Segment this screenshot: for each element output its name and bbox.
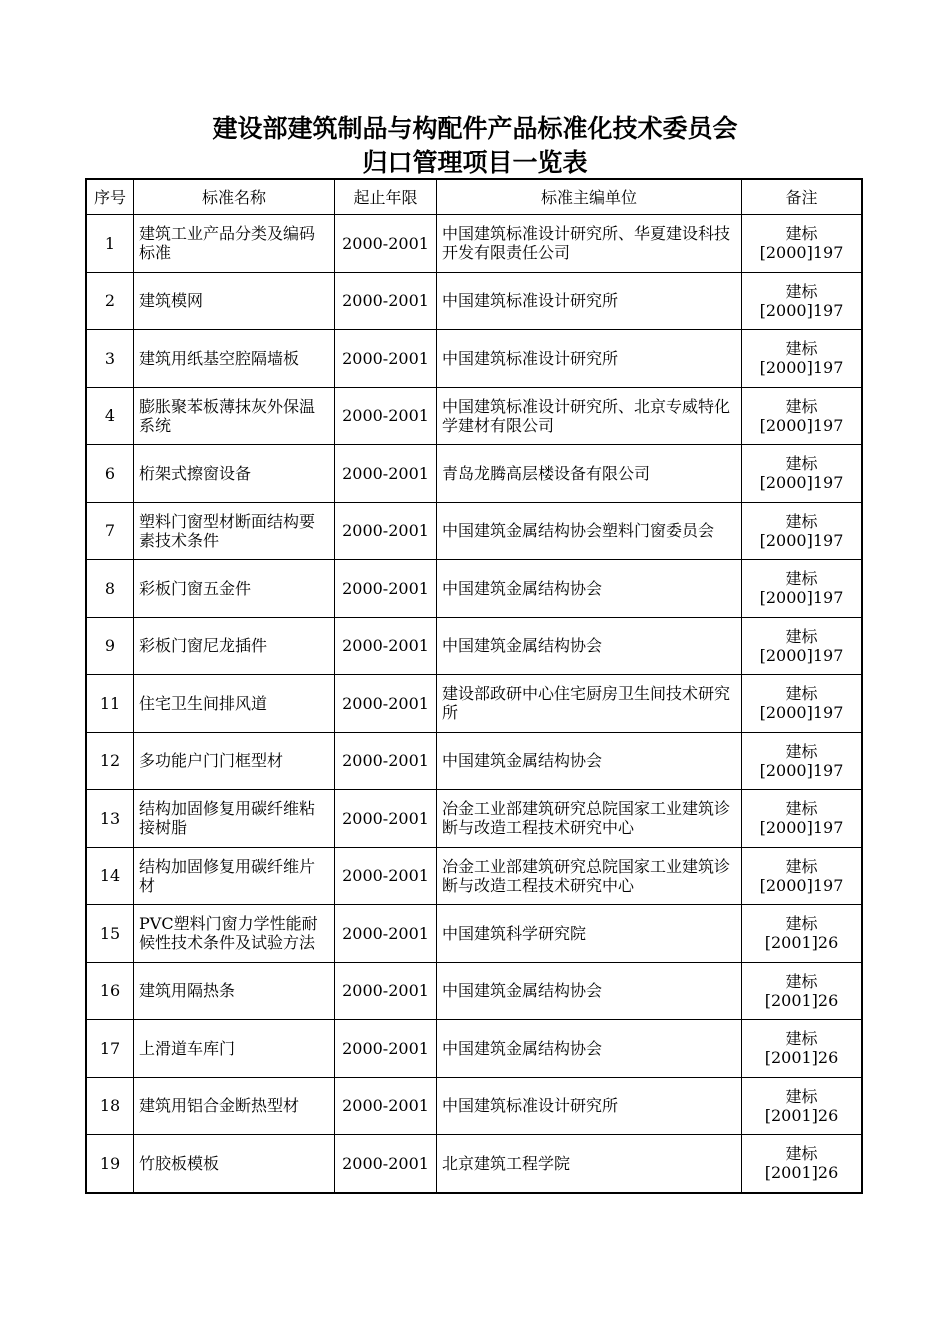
row-remarks (742, 387, 863, 445)
row-standard-name: PVC塑料门窗力学性能耐候性技术条件及试验方法 (134, 905, 335, 963)
table-row (86, 962, 862, 1020)
remarks-line2: [2001]26 (764, 1048, 839, 1068)
table-row (86, 1135, 862, 1193)
row-period: 2000-2001 (335, 732, 437, 790)
row-period: 2000-2001 (335, 502, 437, 560)
row-number: 4 (86, 387, 134, 445)
row-number: 17 (86, 1020, 134, 1078)
remarks-line1: 建标 (785, 914, 818, 934)
remarks-line1: 建标 (785, 741, 818, 761)
row-number: 12 (86, 732, 134, 790)
remarks-line1: 建标 (785, 396, 818, 416)
remarks-line2: [2000]197 (759, 415, 844, 435)
row-standard-name: 建筑模网 (134, 272, 335, 330)
row-number: 11 (86, 675, 134, 733)
remarks-line1: 建标 (785, 799, 818, 819)
table-row (86, 272, 862, 330)
remarks-line1: 建标 (785, 684, 818, 704)
row-editor-unit: 冶金工业部建筑研究总院国家工业建筑诊断与改造工程技术研究中心 (437, 790, 742, 848)
row-editor-unit: 中国建筑标准设计研究所 (437, 272, 742, 330)
row-period: 2000-2001 (335, 790, 437, 848)
row-editor-unit: 中国建筑标准设计研究所、北京专威特化学建材有限公司 (437, 387, 742, 445)
remarks-line2: [2000]197 (759, 875, 844, 895)
table-row (86, 732, 862, 790)
document-title-line2: 归口管理项目一览表 (362, 148, 588, 177)
row-editor-unit: 中国建筑金属结构协会 (437, 560, 742, 618)
row-period: 2000-2001 (335, 905, 437, 963)
table-row (86, 847, 862, 905)
row-remarks (742, 272, 863, 330)
remarks-line2: [2000]197 (759, 818, 844, 838)
row-editor-unit: 中国建筑金属结构协会 (437, 1020, 742, 1078)
table-row (86, 675, 862, 733)
remarks-line1: 建标 (785, 1029, 818, 1049)
header-standard-name: 标准名称 (134, 179, 335, 215)
remarks-line1: 建标 (785, 339, 818, 359)
row-editor-unit: 冶金工业部建筑研究总院国家工业建筑诊断与改造工程技术研究中心 (437, 847, 742, 905)
row-remarks (742, 675, 863, 733)
row-editor-unit: 中国建筑金属结构协会 (437, 732, 742, 790)
row-number: 18 (86, 1077, 134, 1135)
remarks-line2: [2000]197 (759, 703, 844, 723)
table-header-row (86, 179, 862, 215)
remarks-line2: [2001]26 (764, 933, 839, 953)
row-period: 2000-2001 (335, 560, 437, 618)
header-period: 起止年限 (335, 179, 437, 215)
row-remarks (742, 1077, 863, 1135)
row-standard-name: 建筑用纸基空腔隔墙板 (134, 330, 335, 388)
document-title-line1: 建设部建筑制品与构配件产品标准化技术委员会 (212, 114, 738, 143)
project-table (85, 178, 863, 1194)
row-standard-name: 彩板门窗五金件 (134, 560, 335, 618)
table-row (86, 905, 862, 963)
row-editor-unit: 中国建筑金属结构协会塑料门窗委员会 (437, 502, 742, 560)
row-remarks (742, 215, 863, 273)
header-editor-unit: 标准主编单位 (437, 179, 742, 215)
row-period: 2000-2001 (335, 675, 437, 733)
row-period: 2000-2001 (335, 847, 437, 905)
remarks-line2: [2001]26 (764, 1105, 839, 1125)
row-number: 13 (86, 790, 134, 848)
row-period: 2000-2001 (335, 962, 437, 1020)
row-standard-name: 建筑用铝合金断热型材 (134, 1077, 335, 1135)
row-number: 15 (86, 905, 134, 963)
remarks-line2: [2000]197 (759, 243, 844, 263)
remarks-line2: [2000]197 (759, 300, 844, 320)
row-period: 2000-2001 (335, 387, 437, 445)
row-number: 14 (86, 847, 134, 905)
remarks-line2: [2001]26 (764, 1163, 839, 1183)
row-remarks (742, 962, 863, 1020)
row-remarks (742, 617, 863, 675)
remarks-line2: [2000]197 (759, 530, 844, 550)
remarks-line2: [2001]26 (764, 990, 839, 1010)
table-row (86, 330, 862, 388)
row-standard-name: 彩板门窗尼龙插件 (134, 617, 335, 675)
remarks-line2: [2000]197 (759, 760, 844, 780)
table-row (86, 790, 862, 848)
row-standard-name: 结构加固修复用碳纤维粘接树脂 (134, 790, 335, 848)
row-remarks (742, 732, 863, 790)
row-standard-name: 竹胶板模板 (134, 1135, 335, 1193)
row-period: 2000-2001 (335, 617, 437, 675)
row-number: 19 (86, 1135, 134, 1193)
remarks-line2: [2000]197 (759, 473, 844, 493)
table-body (86, 215, 862, 1193)
row-number: 7 (86, 502, 134, 560)
row-period: 2000-2001 (335, 1020, 437, 1078)
header-number: 序号 (86, 179, 134, 215)
row-remarks (742, 790, 863, 848)
row-editor-unit: 青岛龙腾高层楼设备有限公司 (437, 445, 742, 503)
row-number: 2 (86, 272, 134, 330)
row-standard-name: 建筑工业产品分类及编码标准 (134, 215, 335, 273)
row-number: 6 (86, 445, 134, 503)
row-editor-unit: 中国建筑科学研究院 (437, 905, 742, 963)
remarks-line2: [2000]197 (759, 588, 844, 608)
header-remarks: 备注 (742, 179, 863, 215)
remarks-line1: 建标 (785, 1086, 818, 1106)
remarks-line1: 建标 (785, 626, 818, 646)
row-remarks (742, 560, 863, 618)
row-standard-name: 塑料门窗型材断面结构要素技术条件 (134, 502, 335, 560)
row-editor-unit: 北京建筑工程学院 (437, 1135, 742, 1193)
remarks-line1: 建标 (785, 454, 818, 474)
row-period: 2000-2001 (335, 272, 437, 330)
row-remarks (742, 330, 863, 388)
row-remarks (742, 1135, 863, 1193)
row-remarks (742, 445, 863, 503)
row-standard-name: 建筑用隔热条 (134, 962, 335, 1020)
remarks-line1: 建标 (785, 1144, 818, 1164)
row-number: 8 (86, 560, 134, 618)
table-row (86, 1077, 862, 1135)
row-standard-name: 住宅卫生间排风道 (134, 675, 335, 733)
table-row (86, 617, 862, 675)
remarks-line1: 建标 (785, 569, 818, 589)
row-period: 2000-2001 (335, 215, 437, 273)
table-row (86, 445, 862, 503)
row-editor-unit: 中国建筑标准设计研究所、华夏建设科技开发有限责任公司 (437, 215, 742, 273)
row-standard-name: 多功能户门门框型材 (134, 732, 335, 790)
row-remarks (742, 905, 863, 963)
row-editor-unit: 中国建筑金属结构协会 (437, 617, 742, 675)
row-editor-unit: 中国建筑标准设计研究所 (437, 1077, 742, 1135)
row-number: 1 (86, 215, 134, 273)
table-row (86, 215, 862, 273)
row-period: 2000-2001 (335, 445, 437, 503)
remarks-line1: 建标 (785, 281, 818, 301)
row-editor-unit: 建设部政研中心住宅厨房卫生间技术研究所 (437, 675, 742, 733)
remarks-line1: 建标 (785, 856, 818, 876)
row-remarks (742, 502, 863, 560)
row-remarks (742, 847, 863, 905)
remarks-line2: [2000]197 (759, 645, 844, 665)
table-row (86, 502, 862, 560)
remarks-line1: 建标 (785, 224, 818, 244)
row-standard-name: 桁架式擦窗设备 (134, 445, 335, 503)
remarks-line1: 建标 (785, 971, 818, 991)
row-editor-unit: 中国建筑标准设计研究所 (437, 330, 742, 388)
remarks-line2: [2000]197 (759, 358, 844, 378)
table-row (86, 1020, 862, 1078)
row-number: 16 (86, 962, 134, 1020)
row-number: 9 (86, 617, 134, 675)
row-editor-unit: 中国建筑金属结构协会 (437, 962, 742, 1020)
row-standard-name: 膨胀聚苯板薄抹灰外保温系统 (134, 387, 335, 445)
row-standard-name: 上滑道车库门 (134, 1020, 335, 1078)
remarks-line1: 建标 (785, 511, 818, 531)
row-period: 2000-2001 (335, 330, 437, 388)
row-period: 2000-2001 (335, 1077, 437, 1135)
row-number: 3 (86, 330, 134, 388)
row-remarks (742, 1020, 863, 1078)
table-row (86, 387, 862, 445)
row-standard-name: 结构加固修复用碳纤维片材 (134, 847, 335, 905)
table-row (86, 560, 862, 618)
row-period: 2000-2001 (335, 1135, 437, 1193)
